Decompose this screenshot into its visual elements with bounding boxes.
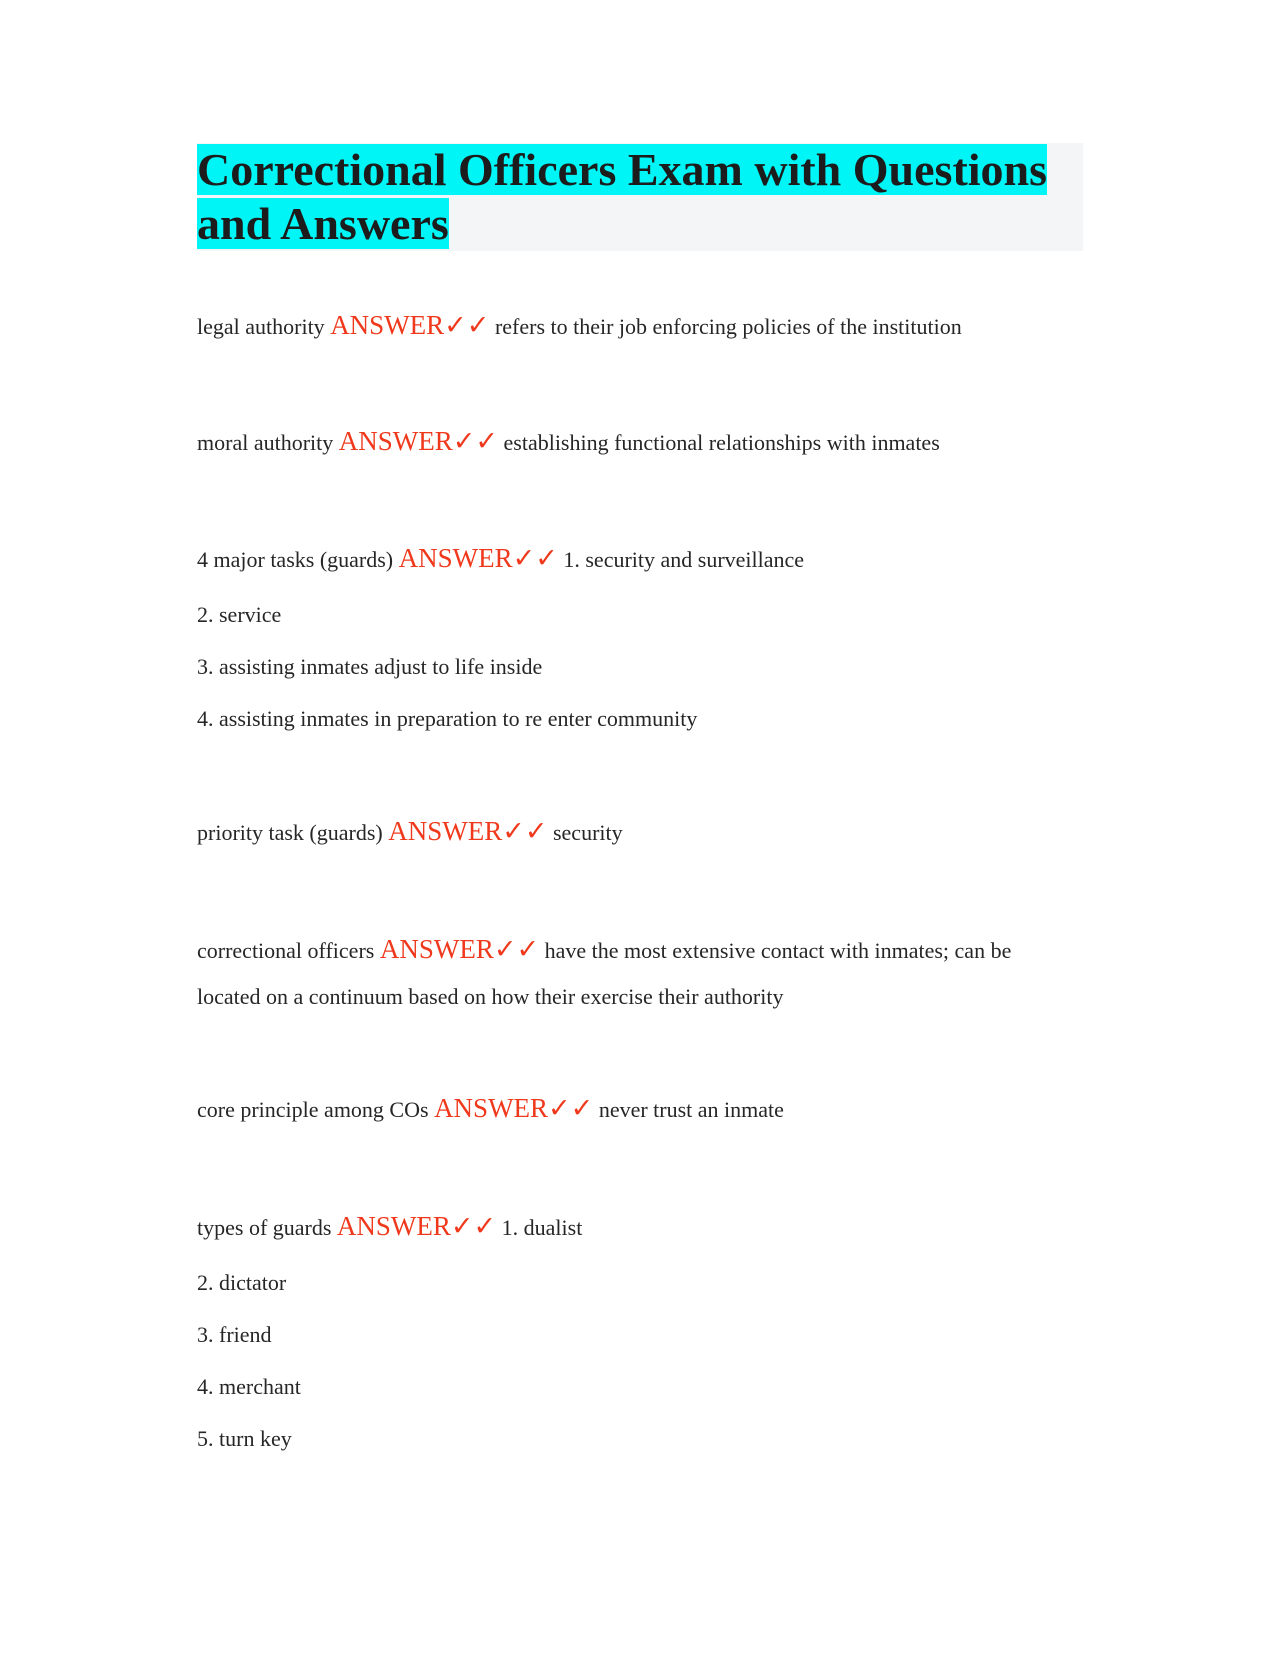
qa-item-correctional-officers <box>197 926 1077 1020</box>
answer-tag: ANSWER✓✓ <box>398 543 558 573</box>
list-item: 4. assisting inmates in preparation to re enter community <box>197 706 698 731</box>
list-item: 3. friend <box>197 1322 272 1347</box>
list-item: 2. service <box>197 602 282 627</box>
answer-tag: ANSWER✓✓ <box>388 816 548 846</box>
answer-text: 1. dualist <box>501 1215 583 1240</box>
answer-text: security <box>552 820 623 845</box>
question-term: legal authority <box>197 314 325 339</box>
list-item: 3. assisting inmates adjust to life inside <box>197 654 543 679</box>
list-item: 5. turn key <box>197 1426 292 1451</box>
question-term: core principle among COs <box>197 1097 429 1122</box>
question-term: priority task (guards) <box>197 820 383 845</box>
title-highlight: Correctional Officers Exam with Questions and Answers <box>197 144 1048 249</box>
question-term: types of guards <box>197 1215 332 1240</box>
answer-text: never trust an inmate <box>598 1097 784 1122</box>
answer-tag: ANSWER✓✓ <box>434 1093 594 1123</box>
question-term: moral authority <box>197 430 334 455</box>
answer-tag: ANSWER✓✓ <box>379 934 540 964</box>
question-term: 4 major tasks (guards) <box>197 547 394 572</box>
list-item: 4. merchant <box>197 1374 301 1399</box>
answer-tag: ANSWER✓✓ <box>338 426 498 456</box>
qa-item-core-principle <box>197 1085 1077 1133</box>
qa-item-major-tasks <box>197 535 1077 583</box>
answer-tag: ANSWER✓✓ <box>330 310 490 340</box>
answer-tag: ANSWER✓✓ <box>336 1211 497 1241</box>
answer-text: 1. security and surveillance <box>563 547 805 572</box>
qa-item-moral-authority <box>197 418 1077 466</box>
answer-text: refers to their job enforcing policies of the institution <box>494 314 962 339</box>
question-term: correctional officers <box>197 938 375 963</box>
qa-item-types-of-guards <box>197 1203 1077 1251</box>
answer-text: establishing functional relationships with inmates <box>503 430 940 455</box>
qa-item-legal-authority <box>197 302 1077 350</box>
document-title <box>197 143 1077 251</box>
list-item: 2. dictator <box>197 1270 287 1295</box>
answer-text: have the most extensive contact with inmates; can be located on a continuum based on how their exercise their authority <box>197 938 1012 1009</box>
qa-item-priority-task <box>197 808 1077 856</box>
